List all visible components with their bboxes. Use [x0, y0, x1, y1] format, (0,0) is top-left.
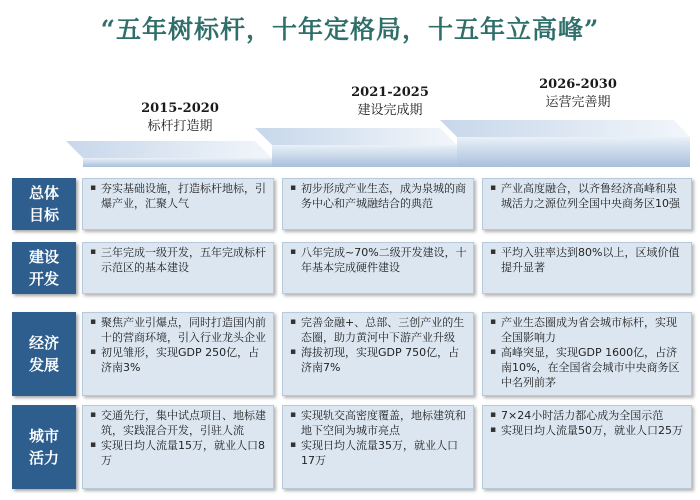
cell-construction-phase1 — [82, 242, 274, 294]
phase-years: 2015-2020 — [141, 101, 219, 116]
page-title: “五年树标杆，十年定格局，十五年立高峰” — [100, 15, 600, 44]
list-item: ▪ 海拔初现，实现GDP 750亿，占济南7% — [301, 345, 467, 375]
list-item: ▪ 高峰突显，实现GDP 1600亿，占济南10%，在全国省会城市中央商务区中名列前茅 — [501, 345, 685, 390]
list-item: ▪ 完善金融+、总部、三创产业的生态圈，助力黄河中下游产业升级 — [301, 315, 467, 345]
cell-vitality-phase3 — [482, 405, 692, 489]
timeline-step-1-face — [83, 158, 272, 167]
list-item: ▪ 聚焦产业引爆点，同时打造国内前十的营商环境，引入行业龙头企业 — [101, 315, 267, 345]
cell-economy-phase2 — [282, 312, 474, 396]
timeline-staircase — [0, 0, 700, 175]
cell-goal-phase2 — [282, 178, 474, 230]
list-item: ▪ 实现轨交高密度覆盖，地标建筑和地下空间为城市亮点 — [301, 408, 467, 438]
row-label-text: 建设开发 — [28, 248, 59, 288]
timeline-step-3-face — [457, 137, 690, 167]
row-label-economy — [12, 312, 76, 396]
list-item: ▪ 实现日均人流量15万，就业人口8万 — [101, 438, 267, 468]
row-label-text: 城市活力 — [28, 427, 59, 467]
timeline-step-2-face — [272, 145, 457, 167]
phase-name: 运营完善期 — [545, 95, 611, 110]
list-item: ▪ 八年完成~70%二级开发建设，十年基本完成硬件建设 — [301, 245, 467, 275]
list-item: ▪ 夯实基础设施，打造标杆地标，引爆产业，汇聚人气 — [101, 181, 267, 211]
cell-economy-phase1 — [82, 312, 274, 396]
row-label-city-vitality — [12, 405, 76, 489]
timeline-step-1 — [66, 141, 272, 158]
row-label-construction — [12, 242, 76, 294]
list-item: ▪ 产业高度融合，以齐鲁经济高峰和泉城活力之源位列全国中央商务区10强 — [501, 181, 685, 211]
cell-construction-phase3 — [482, 242, 692, 294]
list-item: ▪ 实现日均人流量35万，就业人口17万 — [301, 438, 467, 468]
phase-name: 建设完成期 — [357, 103, 423, 118]
cell-goal-phase3 — [482, 178, 692, 230]
cell-vitality-phase2 — [282, 405, 474, 489]
row-label-overall-goal — [12, 178, 76, 230]
list-item: ▪ 产业生态圈成为省会城市标杆，实现全国影响力 — [501, 315, 685, 345]
list-item: ▪ 三年完成一级开发，五年完成标杆示范区的基本建设 — [101, 245, 267, 275]
timeline-step-2 — [255, 128, 457, 145]
cell-construction-phase2 — [282, 242, 474, 294]
list-item: ▪ 实现日均人流量50万，就业人口25万 — [501, 423, 685, 438]
cell-goal-phase1 — [82, 178, 274, 230]
phase-name: 标杆打造期 — [147, 119, 213, 134]
cell-vitality-phase1 — [82, 405, 274, 489]
list-item: ▪ 7×24小时活力都心成为全国示范 — [501, 408, 685, 423]
row-label-text: 经济发展 — [28, 334, 59, 374]
phase-years: 2021-2025 — [351, 85, 429, 100]
row-label-text: 总体目标 — [28, 184, 59, 224]
list-item: ▪ 交通先行，集中试点项目、地标建筑，实践混合开发，引驻人流 — [101, 408, 267, 438]
timeline-step-3 — [440, 120, 690, 137]
list-item: ▪ 平均入驻率达到80%以上，区域价值提升显著 — [501, 245, 685, 275]
cell-economy-phase3 — [482, 312, 692, 396]
list-item: ▪ 初步形成产业生态，成为泉城的商务中心和产城融结合的典范 — [301, 181, 467, 211]
list-item: ▪ 初见雏形，实现GDP 250亿，占济南3% — [101, 345, 267, 375]
phase-years: 2026-2030 — [539, 77, 617, 92]
